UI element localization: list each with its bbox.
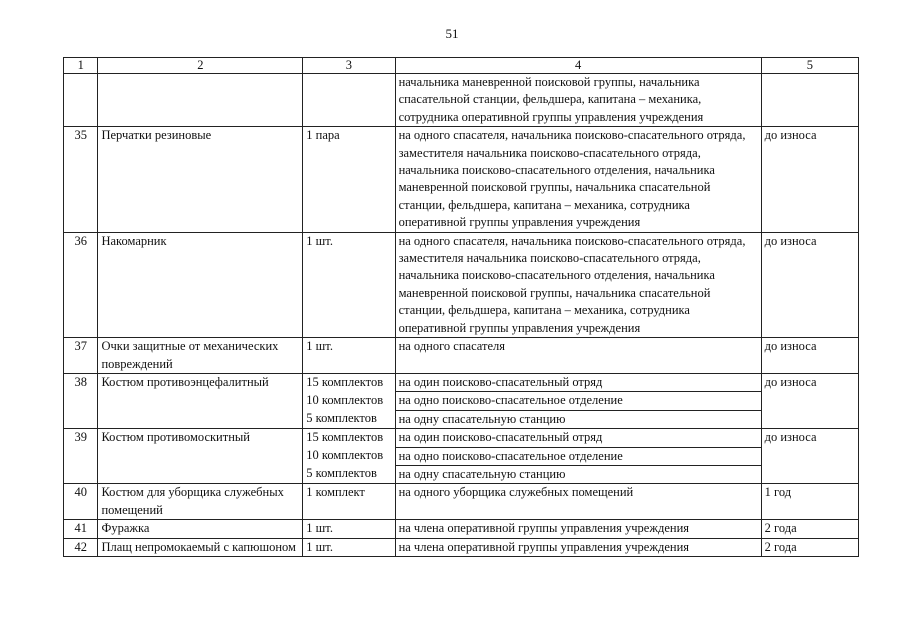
item-name: Накомарник	[98, 232, 303, 337]
item-quantity: 1 шт.	[303, 538, 395, 556]
item-quantity: 10 комплектов	[303, 447, 395, 465]
row-number: 39	[64, 429, 98, 484]
item-recipient: на один поисково-спасательный отряд	[395, 373, 761, 391]
item-recipient: на одно поисково-спасательное отделение	[395, 447, 761, 465]
page-number: 51	[445, 26, 459, 41]
item-quantity: 15 комплектов	[303, 429, 395, 447]
item-quantity: 15 комплектов	[303, 373, 395, 391]
wear-term: 2 года	[761, 538, 858, 556]
row-number: 40	[64, 484, 98, 520]
row-number: 37	[64, 338, 98, 374]
wear-term: до износа	[761, 232, 858, 337]
item-recipient: на одного уборщика служебных помещений	[395, 484, 761, 520]
item-name: Фуражка	[98, 520, 303, 538]
item-name	[98, 74, 303, 127]
row-number: 38	[64, 373, 98, 428]
wear-term: 1 год	[761, 484, 858, 520]
item-name: Костюм противомоскитный	[98, 429, 303, 484]
item-recipient: на один поисково-спасательный отряд	[395, 429, 761, 447]
item-recipient: на одну спасательную станцию	[395, 410, 761, 428]
row-number: 42	[64, 538, 98, 556]
table-row	[64, 373, 859, 391]
item-recipient: на члена оперативной группы управления учреждения	[395, 538, 761, 556]
wear-term: до износа	[761, 338, 858, 374]
row-number	[64, 74, 98, 127]
wear-term: до износа	[761, 429, 858, 484]
column-header: 5	[761, 58, 858, 74]
item-recipient: на одно поисково-спасательное отделение	[395, 392, 761, 410]
item-quantity: 5 комплектов	[303, 410, 395, 428]
item-quantity: 1 шт.	[303, 338, 395, 374]
item-quantity: 1 комплект	[303, 484, 395, 520]
table-row	[64, 429, 859, 447]
item-recipient: на члена оперативной группы управления учреждения	[395, 520, 761, 538]
wear-term	[761, 74, 858, 127]
norms-table	[63, 57, 859, 557]
item-recipient: на одного спасателя	[395, 338, 761, 374]
table-row	[64, 484, 859, 520]
table-row	[64, 127, 859, 232]
column-header: 1	[64, 58, 98, 74]
row-number: 41	[64, 520, 98, 538]
item-name: Перчатки резиновые	[98, 127, 303, 232]
item-recipient: на одну спасательную станцию	[395, 465, 761, 483]
item-quantity: 10 комплектов	[303, 392, 395, 410]
item-recipient: на одного спасателя, начальника поисково-спасательного отряда, заместителя начальника поисково-спасательного отряда, начальника поисково-спасательного отделения, начальника маневренной поисковой группы, начальника спасательной станции, фельдшера, капитана – механика, сотрудника оперативной группы управления учреждения	[395, 127, 761, 232]
item-name: Костюм для уборщика служебных помещений	[98, 484, 303, 520]
item-name: Очки защитные от механических повреждений	[98, 338, 303, 374]
item-recipient: начальника маневренной поисковой группы, начальника спасательной станции, фельдшера, капитана – механика, сотрудника оперативной группы управления учреждения	[395, 74, 761, 127]
table-body	[64, 74, 859, 557]
wear-term: до износа	[761, 127, 858, 232]
table-row	[64, 338, 859, 374]
column-header: 4	[395, 58, 761, 74]
item-name: Плащ непромокаемый с капюшоном	[98, 538, 303, 556]
row-number: 35	[64, 127, 98, 232]
wear-term: до износа	[761, 373, 858, 428]
table-row	[64, 232, 859, 337]
header-row	[64, 58, 859, 74]
item-quantity: 1 шт.	[303, 232, 395, 337]
item-quantity	[303, 74, 395, 127]
column-header: 2	[98, 58, 303, 74]
row-number: 36	[64, 232, 98, 337]
table-row	[64, 74, 859, 127]
item-name: Костюм противоэнцефалитный	[98, 373, 303, 428]
item-recipient: на одного спасателя, начальника поисково-спасательного отряда, заместителя начальника поисково-спасательного отряда, начальника поисково-спасательного отделения, начальника маневренной поисковой группы, начальника спасательной станции, фельдшера, капитана – механика, сотрудника оперативной группы управления учреждения	[395, 232, 761, 337]
item-quantity: 1 шт.	[303, 520, 395, 538]
item-quantity: 1 пара	[303, 127, 395, 232]
item-quantity: 5 комплектов	[303, 465, 395, 483]
table-row	[64, 520, 859, 538]
column-header: 3	[303, 58, 395, 74]
table-row	[64, 538, 859, 556]
wear-term: 2 года	[761, 520, 858, 538]
